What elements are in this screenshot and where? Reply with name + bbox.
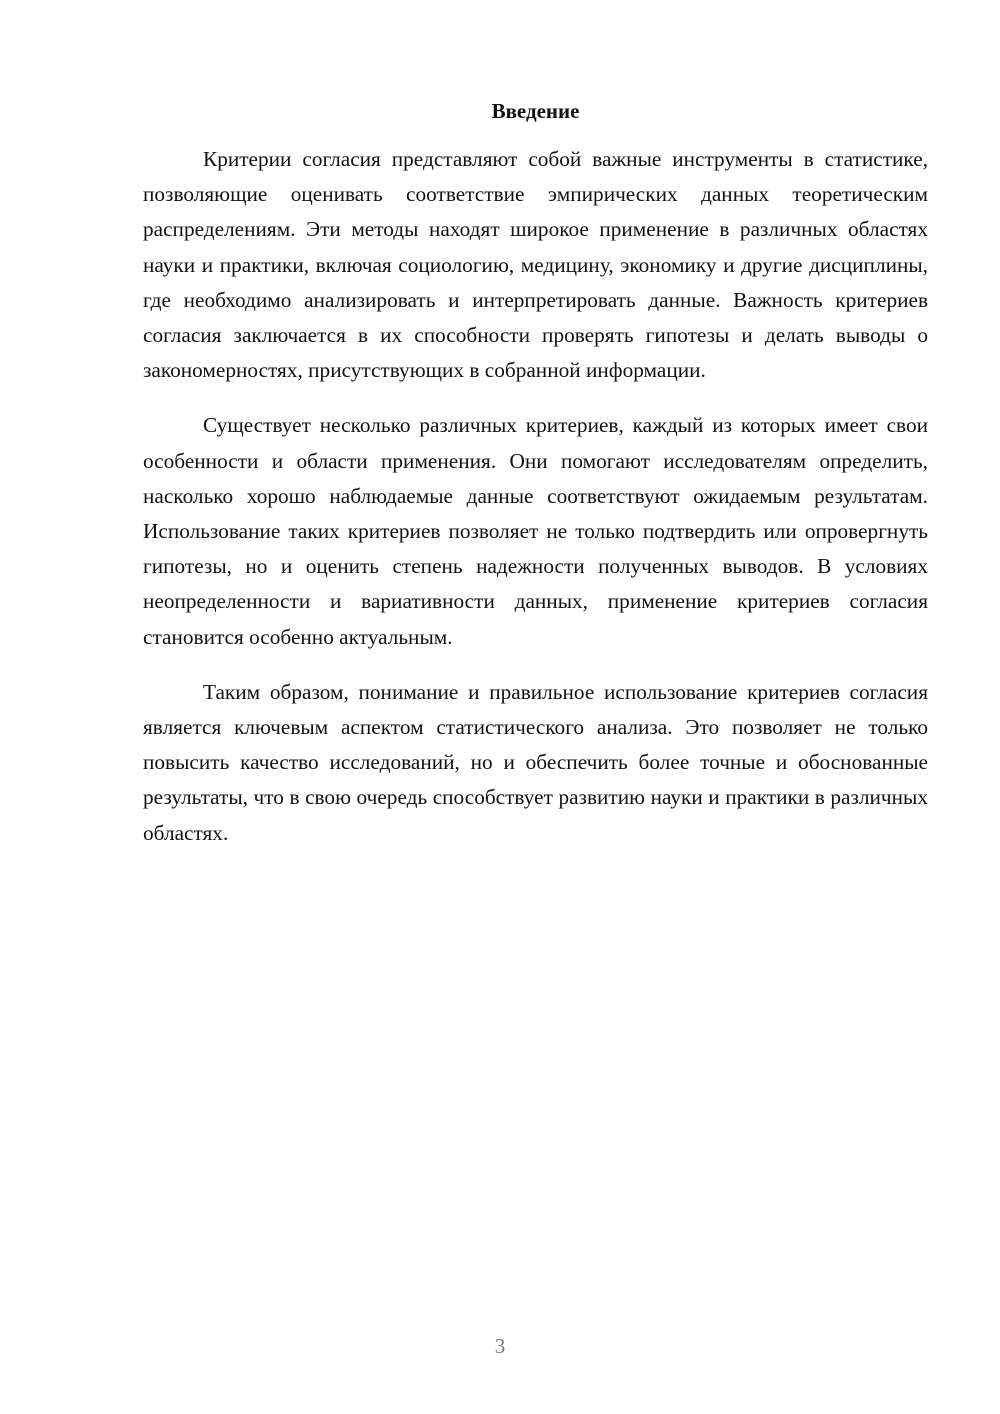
paragraph-1: Критерии согласия представляют собой важные инструменты в статистике, позволяющие оценивать соответствие эмпирических данных теоретическим распределениям. Эти методы находят широкое применение в различных областях науки и практики, включая социологию, медицину, экономику и другие дисциплины, где необходимо анализировать и интерпретировать данные. Важность критериев согласия заключается в их способности проверять гипотезы и делать выводы о закономерностях, присутствующих в собранной информации. (143, 147, 928, 383)
section-heading: Введение (491, 99, 580, 123)
page-number: 3 (494, 1334, 506, 1358)
page-content (143, 93, 928, 871)
paragraph-2: Существует несколько различных критериев, каждый из которых имеет свои особенности и области применения. Они помогают исследователям определить, насколько хорошо наблюдаемые данные соответствуют ожидаемым результатам. Использование таких критериев позволяет не только подтвердить или опровергнуть гипотезы, но и оценить степень надежности полученных выводов. В условиях неопределенности и вариативности данных, применение критериев согласия становится особенно актуальным. (143, 413, 928, 649)
paragraph-3: Таким образом, понимание и правильное использование критериев согласия является ключевым аспектом статистического анализа. Это позволяет не только повысить качество исследований, но и обеспечить более точные и обоснованные результаты, что в свою очередь способствует развитию науки и практики в различных областях. (143, 679, 928, 845)
